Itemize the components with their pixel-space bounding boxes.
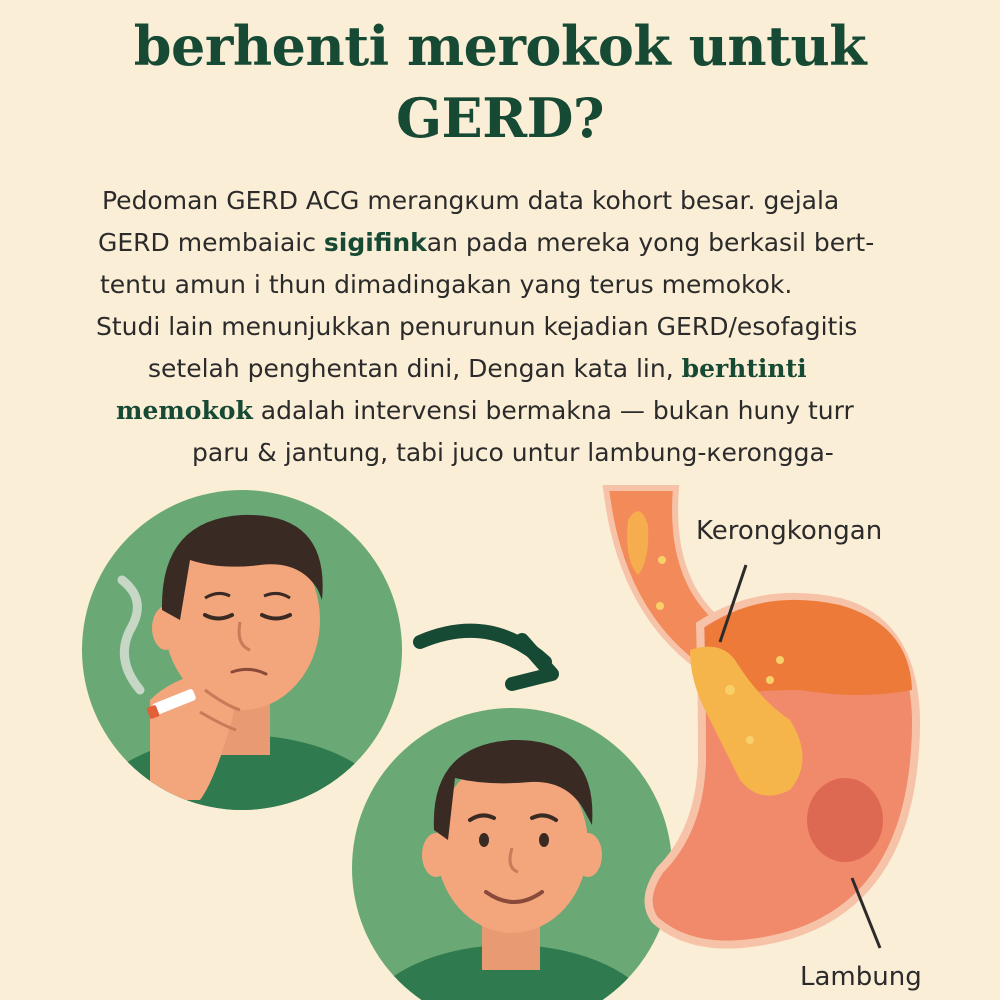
body-line-2-start: GERD membaiaic (98, 228, 324, 257)
body-line-5-start: setelah penghentan dini, Dengan kata lin, (148, 354, 682, 383)
body-line-1: Pedoman GERD ACG merangкum data kohort besar. gejala (102, 186, 840, 215)
body-line-4: Studi lain menunjukkan penurunun kejadian GERD/esofagitis (96, 312, 858, 341)
curved-arrow-icon (420, 631, 552, 684)
body-line-3: tentu amun i thun dimadingakan yang terus memokok. (100, 270, 793, 299)
body-line-7: paru & jantung, tabi juco untur lambung-кeronggа- (192, 438, 834, 467)
stomach-icon (606, 488, 916, 948)
stomach-label: Lambung (800, 962, 922, 992)
title-line-1: berhenti merokok untuk (133, 14, 867, 78)
emphasis-smoking: memokok (116, 396, 253, 425)
body-line-2-end: an pada mereka yong berkasil bert- (426, 228, 875, 257)
happy-man-icon (352, 708, 672, 1000)
emphasis-significant: sigifink (323, 228, 427, 257)
smoking-man-icon (82, 490, 402, 895)
emphasis-stop: berhtinti (681, 354, 807, 383)
title-line-2: GERD? (395, 86, 605, 150)
body-line-6-end: adalah intervensi bermakna — bukan huny turr (252, 396, 854, 425)
esophagus-label: Kerongkongan (696, 516, 883, 546)
